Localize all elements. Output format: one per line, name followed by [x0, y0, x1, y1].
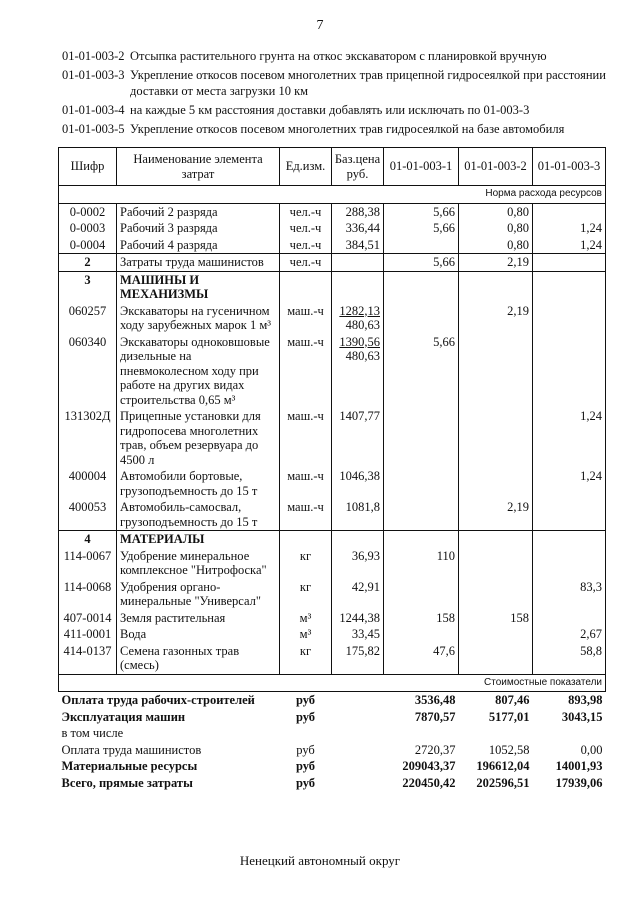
- table-row: [59, 203, 606, 220]
- totals-v1: 220450,42: [402, 775, 456, 790]
- definition-item: [62, 102, 612, 118]
- definition-code: 01-01-003-2: [62, 49, 125, 63]
- row-name: Автомобиль-самосвал, грузоподъемность до 15 т: [117, 499, 280, 531]
- table-row: [59, 499, 606, 531]
- totals-label: Оплата труда рабочих-строителей: [61, 693, 255, 707]
- row-v1: 110: [384, 548, 459, 579]
- table-row: [59, 610, 606, 627]
- norm-caption-row: [59, 186, 606, 204]
- cost-caption-row: [59, 674, 606, 692]
- totals-v1: 7870,57: [414, 709, 456, 724]
- row-name: МАТЕРИАЛЫ: [117, 531, 280, 548]
- row-unit: чел.-ч: [280, 237, 332, 254]
- row-price: 288,38: [332, 203, 384, 220]
- definition-item: [62, 67, 612, 99]
- row-price: [332, 254, 384, 272]
- totals-v3: 17939,06: [555, 775, 603, 790]
- row-v2: 0,80: [459, 237, 533, 254]
- row-price-main: 1282,13: [339, 303, 380, 318]
- totals-unit: руб: [295, 693, 316, 707]
- definition-text: Укрепление откосов посевом многолетних трав прицепной гидросеялкой при расстоянии доставки от места загрузки 10 км: [130, 68, 606, 98]
- row-name: Вода: [117, 626, 280, 643]
- header-code: Шифр: [59, 148, 117, 186]
- row-v2: 0,80: [459, 203, 533, 220]
- row-unit: м³: [280, 610, 332, 627]
- totals-row: [59, 742, 606, 759]
- totals-v1: 3536,48: [414, 693, 456, 707]
- totals-row: [59, 709, 606, 726]
- row-v1: 5,66: [384, 334, 459, 409]
- row-v1: [384, 579, 459, 610]
- row-unit: маш.-ч: [280, 468, 332, 499]
- row-unit: кг: [280, 548, 332, 579]
- totals-v2: 202596,51: [476, 775, 530, 790]
- row-price: [332, 334, 384, 409]
- table-row: [59, 579, 606, 610]
- row-code: 400004: [59, 468, 117, 499]
- definition-code: 01-01-003-4: [62, 103, 125, 117]
- totals-row: [59, 725, 606, 742]
- row-v2: 158: [459, 610, 533, 627]
- row-price: 42,91: [332, 579, 384, 610]
- table-row: [59, 220, 606, 237]
- row-v2: 2,19: [459, 254, 533, 272]
- row-v2: [459, 408, 533, 468]
- header-col2: 01-01-003-2: [459, 148, 533, 186]
- definitions-list: [62, 48, 612, 140]
- row-unit: чел.-ч: [280, 254, 332, 272]
- row-unit: чел.-ч: [280, 220, 332, 237]
- totals-unit: руб: [295, 709, 316, 724]
- row-code: 114-0067: [59, 548, 117, 579]
- row-v3: 1,24: [533, 468, 606, 499]
- header-unit: Ед.изм.: [280, 148, 332, 186]
- row-v2: 2,19: [459, 303, 533, 334]
- totals-v3: 3043,15: [561, 709, 603, 724]
- row-v1: [384, 626, 459, 643]
- row-code: 411-0001: [59, 626, 117, 643]
- totals-label: Эксплуатация машин: [61, 709, 186, 724]
- totals-v2: 5177,01: [488, 709, 530, 724]
- table-row: [59, 408, 606, 468]
- row-v3: 1,24: [533, 408, 606, 468]
- row-v1: [384, 408, 459, 468]
- table-row: [59, 468, 606, 499]
- page-number: 7: [316, 18, 324, 33]
- totals-unit: руб: [296, 742, 315, 757]
- totals-v3: 893,98: [568, 693, 603, 707]
- row-price: 384,51: [332, 237, 384, 254]
- row-price: 336,44: [332, 220, 384, 237]
- row-price: 36,93: [332, 548, 384, 579]
- row-v2: [459, 643, 533, 675]
- row-v3: [533, 203, 606, 220]
- row-v3: [533, 548, 606, 579]
- row-name: Рабочий 2 разряда: [117, 203, 280, 220]
- definition-text: Отсыпка растительного грунта на откос экскаватором с планировкой вручную: [130, 49, 547, 63]
- row-v3: [533, 334, 606, 409]
- row-v3: 1,24: [533, 220, 606, 237]
- table-row: [59, 303, 606, 334]
- row-unit: кг: [280, 643, 332, 675]
- row-price: 1244,38: [332, 610, 384, 627]
- row-v2: [459, 548, 533, 579]
- totals-label: Всего, прямые затраты: [61, 775, 193, 790]
- row-v2: [459, 468, 533, 499]
- totals-label: Оплата труда машинистов: [61, 742, 202, 757]
- totals-v2: 1052,58: [488, 742, 530, 757]
- totals-row: [59, 758, 606, 775]
- region-footer: Ненецкий автономный округ: [239, 853, 401, 868]
- table-row: [59, 237, 606, 254]
- row-v1: [384, 237, 459, 254]
- row-v2: [459, 579, 533, 610]
- table-header-row: [59, 148, 606, 186]
- row-v1: [384, 499, 459, 531]
- row-v1: 5,66: [384, 203, 459, 220]
- definition-item: [62, 48, 612, 64]
- row-code: 060257: [59, 303, 117, 334]
- row-v3: 58,8: [533, 643, 606, 675]
- row-name: Земля растительная: [117, 610, 280, 627]
- row-v1: [384, 468, 459, 499]
- table-row: [59, 531, 606, 548]
- table-row: [59, 334, 606, 409]
- row-v1: 5,66: [384, 220, 459, 237]
- totals-label: в том числе: [61, 726, 124, 740]
- header-col3: 01-01-003-3: [533, 148, 606, 186]
- row-unit: м³: [280, 626, 332, 643]
- row-code: 0-0002: [59, 203, 117, 220]
- totals-v2: 196612,04: [476, 759, 530, 773]
- row-name: МАШИНЫ И МЕХАНИЗМЫ: [117, 271, 280, 303]
- totals-v1: 209043,37: [402, 759, 456, 773]
- definition-text: на каждые 5 км расстояния доставки добавлять или исключать по 01-003-3: [130, 103, 530, 117]
- definition-item: [62, 121, 612, 137]
- row-v1: 158: [384, 610, 459, 627]
- totals-v3: 0,00: [580, 742, 603, 757]
- row-v2: 2,19: [459, 499, 533, 531]
- row-name: Удобрения органо-минеральные "Универсал": [117, 579, 280, 610]
- row-unit: кг: [280, 579, 332, 610]
- resource-norms-table: [58, 147, 606, 791]
- totals-unit: руб: [295, 759, 316, 773]
- row-v3: 1,24: [533, 237, 606, 254]
- table-row: [59, 271, 606, 303]
- totals-row: [59, 692, 606, 709]
- row-name: Автомобили бортовые, грузоподъемность до 15 т: [117, 468, 280, 499]
- definition-code: 01-01-003-3: [62, 68, 125, 82]
- table-row: [59, 548, 606, 579]
- row-v3: [533, 499, 606, 531]
- row-price-secondary: 480,63: [345, 349, 380, 363]
- row-name: Рабочий 4 разряда: [117, 237, 280, 254]
- row-code: 060340: [59, 334, 117, 409]
- row-v1: [384, 303, 459, 334]
- row-v3: 2,67: [533, 626, 606, 643]
- row-unit: маш.-ч: [280, 334, 332, 409]
- row-code: 131302Д: [59, 408, 117, 468]
- row-code: 2: [59, 254, 117, 272]
- row-v2: [459, 626, 533, 643]
- row-v3: 83,3: [533, 579, 606, 610]
- header-price: Баз.цена руб.: [332, 148, 384, 186]
- row-v3: [533, 303, 606, 334]
- totals-row: [59, 775, 606, 792]
- cost-caption: Стоимостные показатели: [59, 674, 606, 692]
- row-unit: чел.-ч: [280, 203, 332, 220]
- row-price-main: 1390,56: [339, 334, 380, 349]
- row-v1: 47,6: [384, 643, 459, 675]
- row-v1: 5,66: [384, 254, 459, 272]
- totals-v1: 2720,37: [414, 742, 456, 757]
- row-code: 0-0003: [59, 220, 117, 237]
- row-code: 114-0068: [59, 579, 117, 610]
- definition-text: Укрепление откосов посевом многолетних трав гидросеялкой на базе автомобиля: [130, 122, 565, 136]
- table-row: [59, 626, 606, 643]
- row-code: 0-0004: [59, 237, 117, 254]
- header-col1: 01-01-003-1: [384, 148, 459, 186]
- row-name: Экскаваторы на гусеничном ходу зарубежных марок 1 м³: [117, 303, 280, 334]
- row-name: Рабочий 3 разряда: [117, 220, 280, 237]
- table-row: [59, 643, 606, 675]
- row-code: 400053: [59, 499, 117, 531]
- row-price: 1407,77: [332, 408, 384, 468]
- row-price: 175,82: [332, 643, 384, 675]
- header-name: Наименование элемента затрат: [117, 148, 280, 186]
- row-code: 3: [59, 271, 117, 303]
- totals-v3: 14001,93: [555, 759, 603, 773]
- row-unit: маш.-ч: [280, 408, 332, 468]
- totals-v2: 807,46: [495, 693, 530, 707]
- definition-code: 01-01-003-5: [62, 122, 125, 136]
- row-v3: [533, 254, 606, 272]
- totals-label: Материальные ресурсы: [61, 759, 198, 773]
- row-name: Экскаваторы одноковшовые дизельные на пневмоколесном ходу при работе на других видах строительства 0,65 м³: [117, 334, 280, 409]
- row-name: Затраты труда машинистов: [117, 254, 280, 272]
- norm-caption: Норма расхода ресурсов: [59, 186, 606, 204]
- row-v3: [533, 610, 606, 627]
- totals-unit: руб: [295, 775, 316, 790]
- row-v2: [459, 334, 533, 409]
- row-unit: маш.-ч: [280, 499, 332, 531]
- row-code: 407-0014: [59, 610, 117, 627]
- row-code: 414-0137: [59, 643, 117, 675]
- row-price: 1046,38: [332, 468, 384, 499]
- row-price-secondary: 480,63: [345, 318, 380, 332]
- row-price: 33,45: [332, 626, 384, 643]
- table-row: [59, 254, 606, 272]
- row-code: 4: [59, 531, 117, 548]
- row-name: Прицепные установки для гидропосева многолетних трав, объем резервуара до 4500 л: [117, 408, 280, 468]
- row-v2: 0,80: [459, 220, 533, 237]
- row-unit: маш.-ч: [280, 303, 332, 334]
- row-price: 1081,8: [332, 499, 384, 531]
- row-price: [332, 303, 384, 334]
- row-name: Удобрение минеральное комплексное "Нитрофоска": [117, 548, 280, 579]
- row-name: Семена газонных трав (смесь): [117, 643, 280, 675]
